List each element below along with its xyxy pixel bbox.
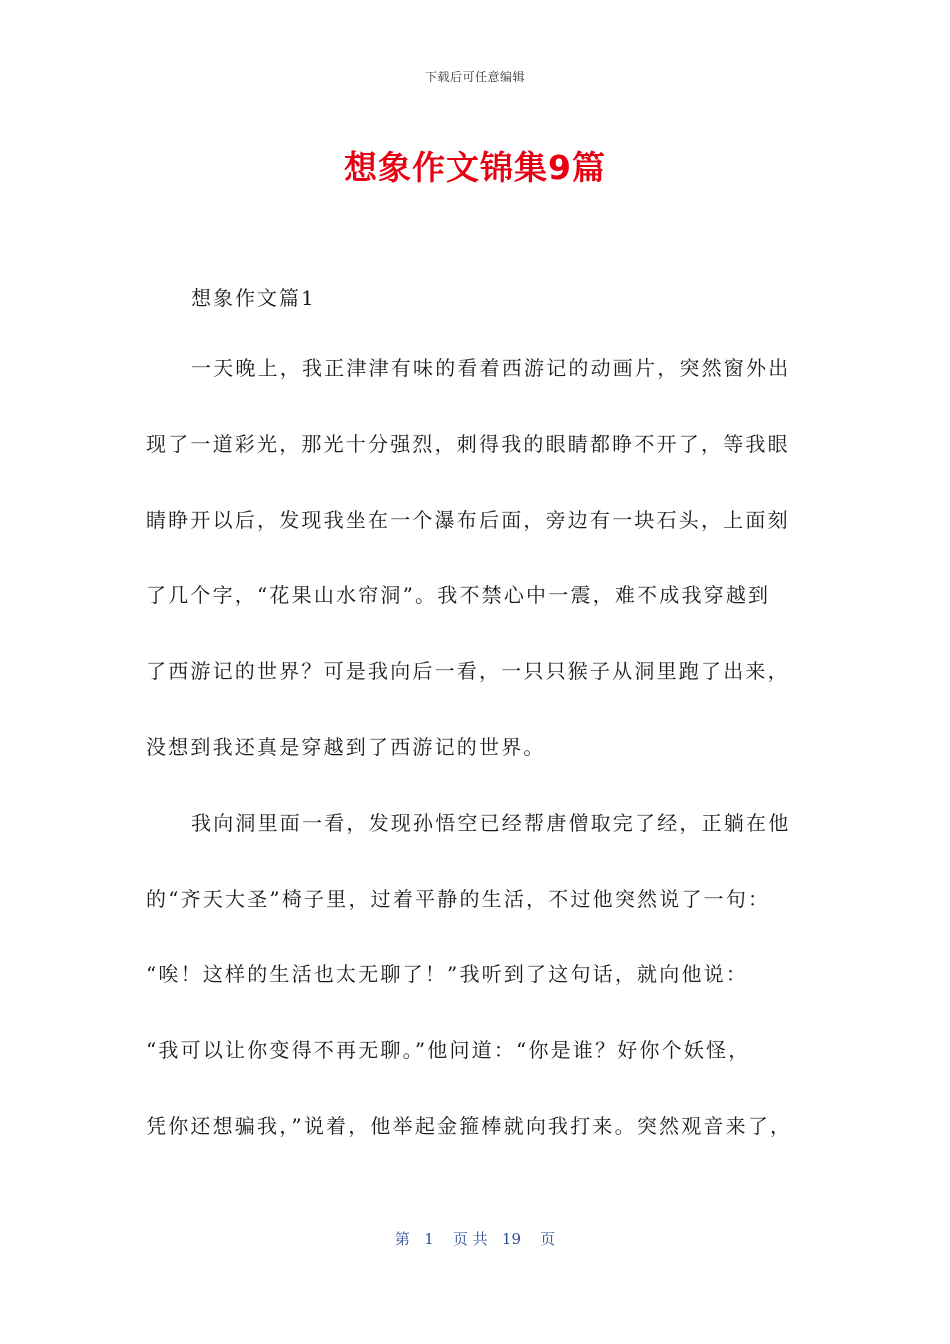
paragraph-line: 没想到我还真是穿越到了西游记的世界。: [146, 734, 546, 759]
document-title: 想象作文锦集9篇: [344, 148, 606, 187]
paragraph-line: 我向洞里面一看，发现孙悟空已经帮唐僧取完了经，正躺在他: [191, 810, 791, 835]
paragraph-line: 一天晚上，我正津津有味的看着西游记的动画片，突然窗外出: [191, 356, 791, 380]
section-heading: 想象作文篇1: [191, 286, 316, 310]
page-footer: 第 1 页 共 19 页: [394, 1230, 556, 1248]
paragraph-line: 了几个字，“花果山水帘洞”。我不禁心中一震，难不成我穿越到: [146, 583, 771, 608]
paragraph-line: 睛睁开以后，发现我坐在一个瀑布后面，旁边有一块石头，上面刻: [146, 507, 790, 532]
paragraph-line: 现了一道彩光，那光十分强烈，刺得我的眼睛都睁不开了，等我眼: [146, 431, 790, 456]
body-text: [146, 348, 806, 1182]
paragraph-line: 的“齐天大圣”椅子里，过着平静的生活，不过他突然说了一句：: [146, 886, 771, 911]
paragraph-line: 凭你还想骗我，”说着，他举起金箍棒就向我打来。突然观音来了，: [146, 1113, 793, 1138]
header-note: 下载后可任意编辑: [424, 70, 525, 84]
paragraph-line: “我可以让你变得不再无聊。”他问道：“你是谁？好你个妖怪，: [146, 1038, 751, 1063]
paragraph-line: “唉！这样的生活也太无聊了！”我听到了这句话，就向他说：: [146, 962, 749, 987]
paragraph-line: 了西游记的世界？可是我向后一看，一只只猴子从洞里跑了出来，: [146, 659, 790, 684]
